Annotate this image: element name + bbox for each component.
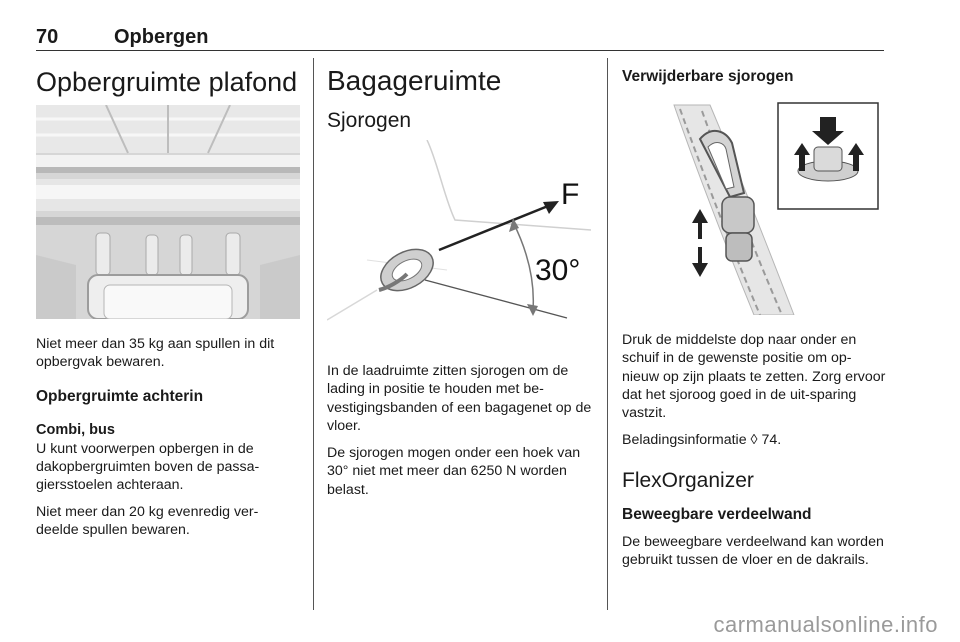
section-title-flexorganizer: FlexOrganizer [622,469,754,493]
page-reference-icon: ◊ [750,431,758,448]
subsection-title-lashing-eyes: Sjorogen [327,108,412,132]
chapter-title: Opbergen [114,26,209,48]
rear-storage-text: U kunt voorwerpen opbergen in de dakopbergruimten boven de passa-giersstoelen achteraan. [36,440,260,494]
lashing-eyes-load-text: De sjorogen mogen onder een hoek van 30° niet met meer dan 6250 N worden belast. [327,444,581,498]
column-luggage-compartment [327,58,593,499]
column-ceiling-storage [36,58,300,540]
page-header [36,14,884,51]
subsection-title-rear-storage: Opbergruimte achterin [36,387,204,405]
force-label: F [561,177,580,211]
watermark: carmanualsonline.info [713,612,938,637]
loading-info-page-link[interactable]: 74 [761,431,778,448]
removable-lashing-eyes-text: Druk de middelste dop naar onder en schuif in de gewenste positie om op-nieuw op zijn plaats te zetten. Zorg ervoor dat het sjoroog goed in de uit-sparing vastzit. [622,331,886,422]
column-divider-1 [313,58,314,610]
loading-info-reference [622,431,888,449]
column-removable-lashing-eyes [622,58,888,570]
section-title-luggage: Bagageruimte [327,65,502,96]
page-number: 70 [36,26,59,48]
column-divider-2 [607,58,608,610]
subsection-title-movable-divider: Beweegbare verdeelwand [622,506,812,524]
ceiling-storage-illustration [36,105,300,319]
variant-label: Combi, bus [36,422,115,439]
ceiling-storage-text: Niet meer dan 35 kg aan spullen in dit opbergvak bewaren. [36,335,275,371]
angle-label: 30° [535,253,581,287]
lashing-eye-diagram [327,140,591,344]
removable-lashing-eye-illustration [622,97,888,315]
lashing-eyes-text: In de laadruimte zitten sjorogen om de lading in positie te houden met be-vestigingsbanden of een bagagenet op de vloer. [327,362,592,435]
loading-info-period: . [777,431,782,448]
loading-info-label: Beladingsinformatie [622,431,751,448]
section-title-removable-lashing-eyes: Verwijderbare sjorogen [622,68,794,85]
rear-storage-load-text: Niet meer dan 20 kg evenredig ver-deelde spullen bewaren. [36,503,259,539]
section-title-ceiling-storage: Opbergruimte plafond [36,67,298,97]
movable-divider-text: De beweegbare verdeelwand kan worden gebruikt tussen de vloer en de dakrails. [622,534,884,569]
